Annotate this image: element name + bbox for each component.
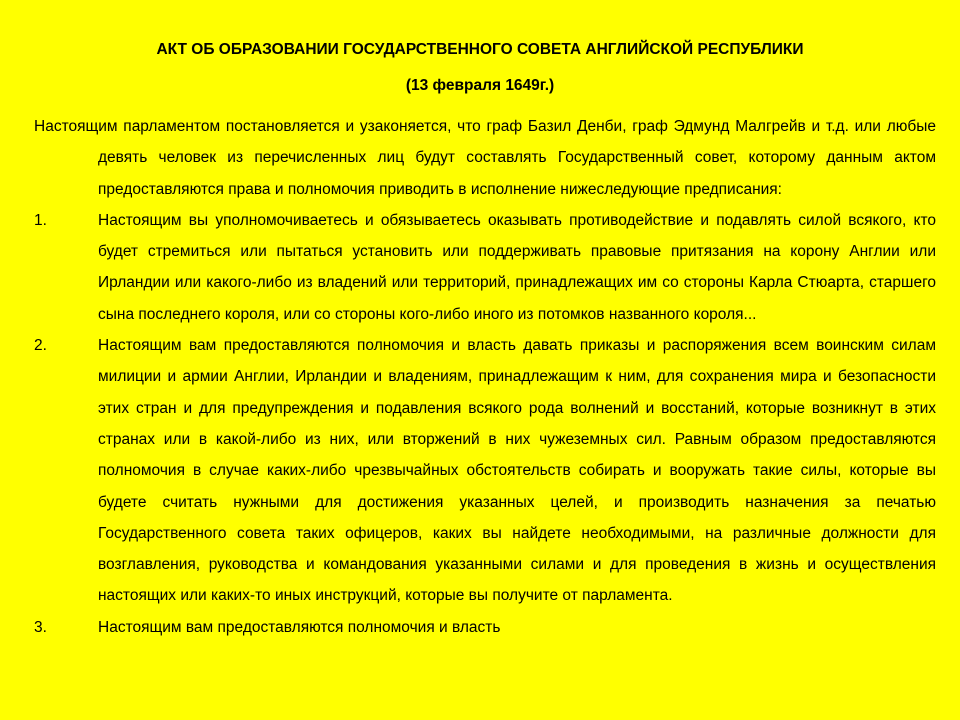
document-title: АКТ ОБ ОБРАЗОВАНИИ ГОСУДАРСТВЕННОГО СОВЕТА АНГЛИЙСКОЙ РЕСПУБЛИКИ [156,41,804,58]
list-item-text: Настоящим вам предоставляются полномочия и власть давать приказы и распоряжения всем воинским силам милиции и армии Англии, Ирландии и владениям, принадлежащим к ним, для сохранения мира и безопасности этих стран и для предупреждения и подавления всякого рода волнений и восстаний, которые возникнут в этих странах или в какой-либо из них, или вторжений в них чужеземных сил. Равным образом предоставляются полномочия в случае каких-либо чрезвычайных обстоятельств собирать и вооружать такие силы, которые вы будете считать нужными для достижения указанных целей, и производить назначения за печатью Государственного совета таких офицеров, каких вы найдете необходимыми, на различные должности для возглавления, руководства и командования указанными силами и для проведения в жизнь и осуществления настоящих или каких-то иных инструкций, которые вы получите от парламента. [98,337,936,605]
list-item-number: 1. [34,211,47,229]
intro-paragraph: Настоящим парламентом постановляется и узаконяется, что граф Базил Денби, граф Эдмунд Малгрейв и т.д. или любые девять человек из перечисленных лиц будут составлять Государственный совет, которому данным актом предоставляются права и полномочия приводить в исполнение нижеследующие предписания: [34,118,936,198]
list-item-number: 3. [34,618,47,636]
list-item [34,330,936,612]
document-date: (13 февраля 1649г.) [405,77,555,94]
list-item-text: Настоящим вам предоставляются полномочия и власть [98,618,501,636]
document-body [34,111,936,643]
list-item [34,205,936,330]
list-item-text: Настоящим вы уполномочиваетесь и обязываетесь оказывать противодействие и подавлять силой всякого, кто будет стремиться или пытаться установить или поддерживать правовые притязания на корону Англии или Ирландии или какого-либо из владений или территорий, принадлежащих им со стороны Карла Стюарта, старшего сына последнего короля, или со стороны кого-либо иного из потомков названного короля... [98,211,936,323]
list-item [34,612,936,643]
list-item-number: 2. [34,337,47,355]
